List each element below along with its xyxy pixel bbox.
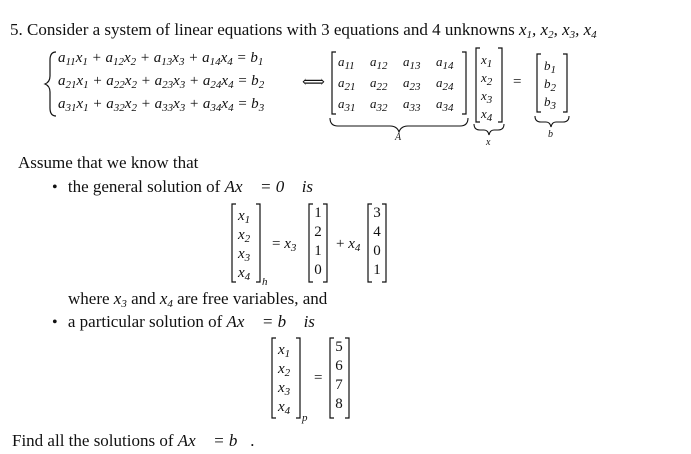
equation-2: $a_{21}x_1 + a_{22}x_2 + a_{23}x_3 + a_{24}x_4 = b_2$ xyxy=(58,73,265,91)
part-x-4: $x_4$ xyxy=(278,399,291,417)
label-A: A xyxy=(395,132,402,143)
free-vars-line: where $x_3$ and $x_4$ are free variables, and xyxy=(68,289,328,310)
label-x: x⃗ xyxy=(486,137,499,148)
equals-sign: = xyxy=(513,74,522,90)
hom-vec-x4-entry: 1 xyxy=(373,262,381,278)
hom-vec-x3-entry: 1 xyxy=(314,205,322,221)
matrix-A-entry: $a_{34}$ xyxy=(436,96,454,114)
label-b: b⃗ xyxy=(548,129,561,140)
problem-intro: Consider a system of linear equations with 3 equations and 4 unknowns xyxy=(27,20,515,39)
eq-x3-coef: = $x_3$ xyxy=(272,236,297,254)
particular-equation: Ax⃗ = b⃗ is xyxy=(226,312,315,331)
matrix-A-entry: $a_{24}$ xyxy=(436,75,454,93)
matrix-A-entry: $a_{13}$ xyxy=(403,54,421,72)
part-x-3: $x_3$ xyxy=(278,380,291,398)
where-text: where xyxy=(68,289,110,308)
assume-text: Assume that we know that xyxy=(18,153,199,172)
matrix-A-entry: $a_{22}$ xyxy=(370,75,388,93)
matrix-A-entry: $a_{23}$ xyxy=(403,75,421,93)
vec-x-1: $x_1$ xyxy=(481,52,493,70)
hom-x-3: $x_3$ xyxy=(238,246,251,264)
iff-symbol: ⟺ xyxy=(302,74,325,91)
hom-x-4: $x_4$ xyxy=(238,265,251,283)
part-vec-entry: 8 xyxy=(335,396,343,412)
vec-b-2: $b_2$ xyxy=(544,76,556,94)
equation-1: $a_{11}x_1 + a_{12}x_2 + a_{13}x_3 + a_{14}x_4 = b_1$ xyxy=(58,50,264,68)
part-sub-p: p xyxy=(302,412,308,424)
vec-x-3: $x_3$ xyxy=(481,88,493,106)
matrix-A-entry: $a_{11}$ xyxy=(338,54,355,72)
final-question xyxy=(12,431,255,451)
unknowns-list: $x_1$, $x_2$, $x_3$, $x_4$ xyxy=(518,20,597,41)
vec-b-1: $b_1$ xyxy=(544,58,556,76)
homogeneous-equation: Ax⃗ = 0⃗ is xyxy=(224,177,314,196)
hom-vec-x4-entry: 4 xyxy=(373,224,381,240)
bullet-dot: • xyxy=(52,179,58,196)
plus-x4-coef: + $x_4$ xyxy=(336,236,361,254)
part-x-2: $x_2$ xyxy=(278,361,291,379)
part-x-1: $x_1$ xyxy=(278,342,291,360)
matrix-A-entry: $a_{31}$ xyxy=(338,96,356,114)
matrix-A-entry: $a_{32}$ xyxy=(370,96,388,114)
final-text: Find all the solutions of xyxy=(12,431,174,450)
hom-vec-x3-entry: 0 xyxy=(314,262,322,278)
bullet-1-text: the general solution of xyxy=(67,177,221,196)
problem-number: 5. xyxy=(10,20,23,39)
bullet-2-text: a particular solution of xyxy=(67,312,223,331)
hom-sub-h: h xyxy=(262,276,268,288)
hom-vec-x4-entry: 3 xyxy=(373,205,381,221)
matrix-A-entry: $a_{12}$ xyxy=(370,54,388,72)
vec-b-3: $b_3$ xyxy=(544,94,556,112)
vec-x-4: $x_4$ xyxy=(481,106,493,124)
equation-3: $a_{31}x_1 + a_{32}x_2 + a_{33}x_3 + a_{34}x_4 = b_3$ xyxy=(58,96,265,114)
bullet-2 xyxy=(52,312,315,332)
bullet-1 xyxy=(52,177,313,197)
matrix-A-entry: $a_{21}$ xyxy=(338,75,356,93)
hom-x-2: $x_2$ xyxy=(238,227,251,245)
final-equation: Ax⃗ = b⃗. xyxy=(177,431,255,450)
part-vec-entry: 7 xyxy=(335,377,343,393)
matrix-A-entry: $a_{14}$ xyxy=(436,54,454,72)
hom-vec-x3-entry: 2 xyxy=(314,224,322,240)
hom-x-1: $x_1$ xyxy=(238,208,251,226)
hom-vec-x4-entry: 0 xyxy=(373,243,381,259)
matrix-A-entry: $a_{33}$ xyxy=(403,96,421,114)
part-vec-entry: 6 xyxy=(335,358,343,374)
vec-x-2: $x_2$ xyxy=(481,70,493,88)
part-equals: = xyxy=(314,370,323,386)
bullet-dot: • xyxy=(52,314,58,331)
part-vec-entry: 5 xyxy=(335,339,343,355)
hom-vec-x3-entry: 1 xyxy=(314,243,322,259)
